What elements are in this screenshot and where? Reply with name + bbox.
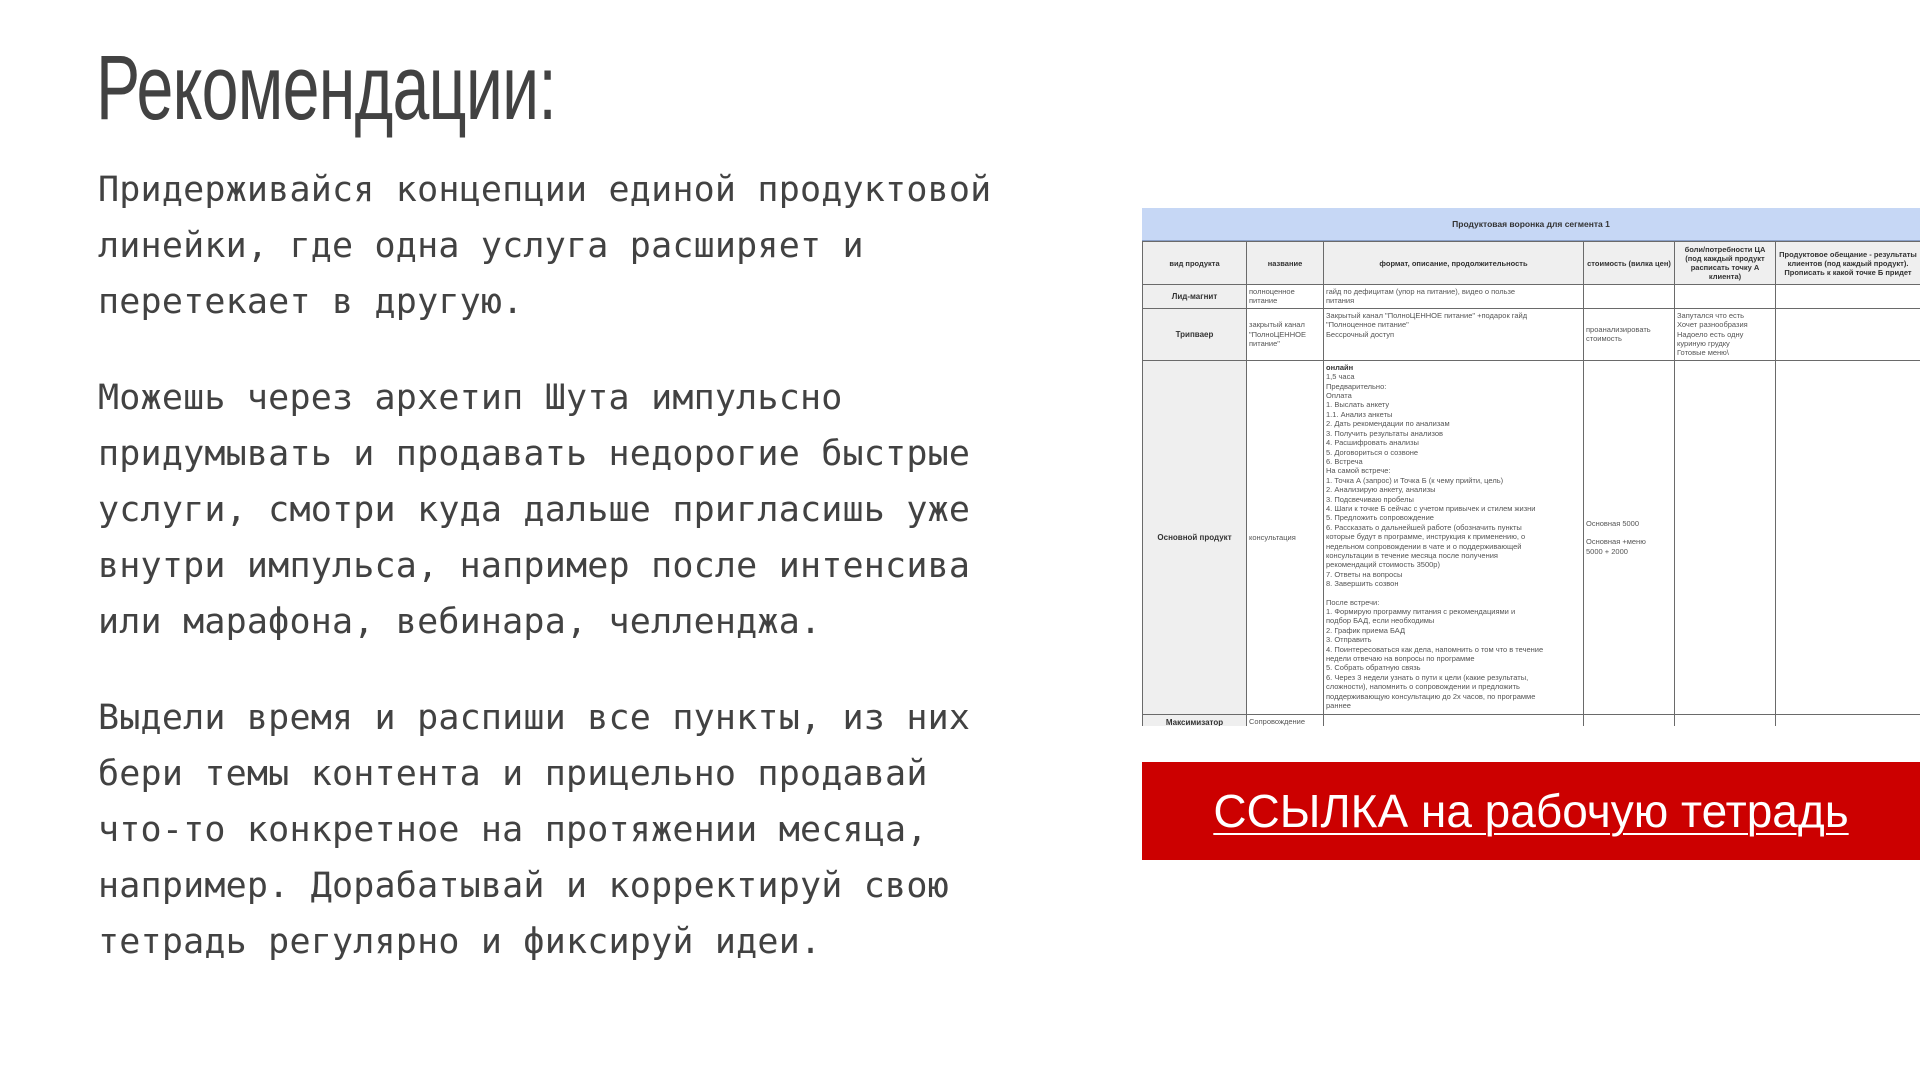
paragraph-archetype (98, 370, 1118, 650)
text-line: Придерживайся концепции единой продуктовой (98, 170, 992, 210)
cell-line: Бессрочный доступ (1326, 329, 1395, 339)
text-line: придумывать и продавать недорогие быстрые (98, 434, 971, 474)
cell-line: 6. Через 3 недели узнать о пути к цели (какие результаты, (1326, 672, 1529, 682)
cell-line: На самой встрече: (1326, 466, 1391, 476)
cell-line: Оплата (1326, 391, 1352, 401)
cell-promise (1776, 308, 1920, 360)
header-price: стоимость (вилка цен) (1584, 242, 1675, 285)
recommendations-text (98, 162, 1118, 1010)
cell-line: 2. Анализирую анкету, анализы (1326, 485, 1436, 495)
cell-line: проанализировать (1586, 324, 1651, 334)
cell-line: 1.1. Анализ анкеты (1326, 409, 1393, 419)
cell-line: 1. Формирую программу питания с рекомендациями и (1326, 607, 1516, 616)
table-row-maximizer (1143, 714, 1920, 726)
cell-line: 3. Получить результаты анализов (1326, 428, 1444, 438)
product-funnel-table (1142, 241, 1920, 726)
cell-price (1584, 714, 1675, 726)
cell-format (1324, 285, 1584, 309)
text-line: внутри импульса, например после интенсива (98, 546, 971, 586)
cell-line: недели отвечаю на вопросы по программе (1326, 654, 1475, 664)
cell-line: 2. Дать рекомендации по анализам (1326, 419, 1450, 429)
cell-line: гайд по дефицитам (упор на питание), видео о пользе (1326, 287, 1516, 296)
cell-promise (1776, 285, 1920, 309)
cell-line: консультации в течение месяца после получения (1326, 550, 1498, 560)
cell-type: Максимизатор (1143, 714, 1247, 726)
text-line: что-то конкретное на протяжении месяца, (98, 810, 928, 850)
cell-line: Готовые меню\ (1677, 348, 1729, 358)
cell-line: 5. Предложить сопровождение (1326, 513, 1434, 523)
cell-line: полноценное (1249, 287, 1295, 296)
cell-line: 2. График приема БАД (1326, 625, 1406, 635)
text-line: перетекает в другую. (98, 282, 524, 322)
cell-line: рекомендаций стоимость 3500р) (1326, 560, 1440, 570)
cell-gap (1586, 528, 1672, 537)
workbook-link-label[interactable]: ССЫЛКА на рабочую тетрадь (1213, 785, 1849, 837)
cell-line: онлайн (1326, 362, 1354, 372)
text-line: тетрадь регулярно и фиксируй идеи. (98, 922, 822, 962)
cell-line: питание (1249, 296, 1278, 306)
table-caption: Продуктовая воронка для сегмента 1 (1142, 208, 1920, 241)
cell-line: После встречи: (1326, 597, 1380, 607)
page-title: Рекомендации: (96, 37, 557, 139)
header-pains: боли/потребности ЦА (под каждый продукт расписать точку А клиента) (1675, 242, 1776, 285)
cell-type: Трипваер (1143, 308, 1247, 360)
text-line: или марафона, вебинара, челленджа. (98, 602, 822, 642)
cell-type: Лид-магнит (1143, 285, 1247, 309)
cell-line: 5000 + 2000 (1586, 546, 1628, 556)
cell-line: 4. Шаги к точке Б сейчас с учетом привычек и стилем жизни (1326, 503, 1536, 513)
cell-line: 8. Завершить созвон (1326, 579, 1399, 589)
text-line: бери темы контента и прицельно продавай (98, 754, 928, 794)
cell-price (1584, 360, 1675, 714)
cell-line: сложности), напомнить о сопровождении и предложить (1326, 682, 1520, 692)
cell-name (1247, 308, 1324, 360)
header-promise: Продуктовое обещание - результаты клиентов (под каждый продукт). Прописать к какой точке Б придет (1776, 242, 1920, 285)
cell-promise (1776, 360, 1920, 714)
cell-pain (1675, 714, 1776, 726)
cell-line: Сопровождение (1249, 716, 1306, 726)
cell-line: питания (1326, 296, 1355, 306)
cell-line: Основная +меню (1586, 537, 1646, 547)
cell-type: Основной продукт (1143, 360, 1247, 714)
cell-line: стоимость (1586, 334, 1622, 344)
cell-name (1247, 714, 1324, 726)
cell-price (1584, 308, 1675, 360)
cell-line: 1. Точка А (запрос) и Точка Б (к чему прийти, цель) (1326, 475, 1504, 485)
workbook-link-button[interactable] (1142, 762, 1920, 860)
cell-line: 1,5 часа (1326, 372, 1355, 382)
cell-format (1324, 360, 1584, 714)
table-row-tripwire (1143, 308, 1920, 360)
cell-line: "ПолноЦЕННОЕ (1249, 329, 1306, 339)
cell-line: 3. Отправить (1326, 635, 1372, 645)
cell-line: Основная 5000 (1586, 518, 1640, 528)
product-funnel-table-image (1142, 208, 1920, 726)
text-line: линейки, где одна услуга расширяет и (98, 226, 864, 266)
cell-line: которые будут в программе, инструкция к применению, о (1326, 532, 1526, 542)
cell-line: 6. Рассказать о дальнейшей работе (обозначить пункты (1326, 522, 1522, 532)
cell-line: питание" (1249, 339, 1280, 349)
cell-line: куриную грудку (1677, 339, 1730, 349)
cell-name (1247, 360, 1324, 714)
cell-line: Запутался что есть (1677, 310, 1745, 320)
cell-line: 5. Договориться о созвоне (1326, 447, 1419, 457)
text-line: услуги, смотри куда дальше пригласишь уже (98, 490, 971, 530)
header-name: название (1247, 242, 1324, 285)
table-row-lead-magnet (1143, 285, 1920, 309)
cell-pain (1675, 308, 1776, 360)
cell-line: Хочет разнообразия (1677, 320, 1748, 330)
paragraph-plan (98, 690, 1118, 970)
cell-line: поддерживающую консультацию до 2х часов, по программе (1326, 691, 1536, 701)
header-product-type: вид продукта (1143, 242, 1247, 285)
cell-name (1247, 285, 1324, 309)
cell-gap (1326, 589, 1581, 598)
cell-line: "Полноценное питание" (1326, 320, 1409, 330)
table-header-row (1143, 242, 1920, 285)
cell-line: консультация (1249, 532, 1296, 542)
cell-format (1324, 308, 1584, 360)
cell-price (1584, 285, 1675, 309)
table-row-main-product (1143, 360, 1920, 714)
paragraph-concept (98, 162, 1118, 330)
text-line: Выдели время и распиши все пункты, из них (98, 698, 971, 738)
cell-line: Закрытый канал "ПолноЦЕННОЕ питание" +подарок гайд (1326, 310, 1528, 320)
cell-line: 7. Ответы на вопросы (1326, 569, 1403, 579)
cell-pain (1675, 360, 1776, 714)
text-line: например. Дорабатывай и корректируй свою (98, 866, 949, 906)
cell-line: раннее (1326, 701, 1351, 711)
header-format: формат, описание, продолжительность (1324, 242, 1584, 285)
cell-line: недельном сопровождении в чате и о поддерживающей (1326, 541, 1522, 551)
cell-line: закрытый канал (1249, 320, 1305, 330)
cell-pain (1675, 285, 1776, 309)
cell-line: подбор БАД, если необходимы (1326, 616, 1435, 626)
cell-line: 5. Собрать обратную связь (1326, 663, 1421, 673)
cell-format (1324, 714, 1584, 726)
cell-line: Предварительно: (1326, 381, 1387, 391)
cell-line: 4. Расшифровать анализы (1326, 438, 1419, 448)
cell-line: 6. Встреча (1326, 456, 1363, 466)
cell-line: 1. Выслать анкету (1326, 400, 1390, 410)
text-line: Можешь через архетип Шута импульсно (98, 378, 843, 418)
cell-line: 3. Подсвечиваю пробелы (1326, 494, 1414, 504)
cell-promise (1776, 714, 1920, 726)
cell-line: 4. Поинтересоваться как дела, напомнить о том что в течение (1326, 644, 1544, 654)
cell-line: Надоело есть одну (1677, 329, 1744, 339)
